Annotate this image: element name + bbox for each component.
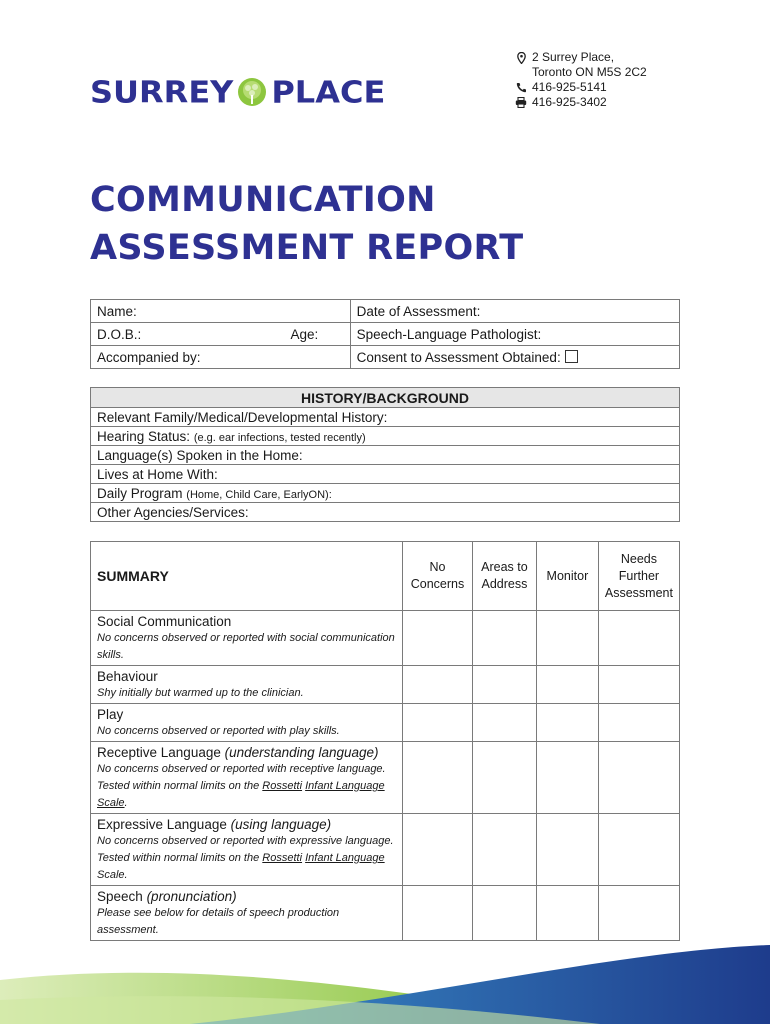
consent-checkbox[interactable] <box>565 350 578 363</box>
rating-cell[interactable] <box>402 611 472 666</box>
decorative-wave-footer <box>0 940 770 1024</box>
family-history-field[interactable] <box>91 408 680 427</box>
col-areas-to-address: Areas to Address <box>472 542 536 611</box>
fax-number: 416-925-3402 <box>532 95 607 109</box>
date-of-assessment-label: Date of Assessment: <box>356 303 481 319</box>
logo-text-surrey: SURREY <box>90 73 234 111</box>
rating-cell[interactable] <box>402 704 472 742</box>
surrey-place-logo <box>90 74 385 110</box>
area-name: Behaviour <box>97 669 158 684</box>
tree-logo-icon <box>237 77 267 107</box>
address-line-1: 2 Surrey Place, <box>532 50 615 64</box>
lives-with-field[interactable] <box>91 465 680 484</box>
rating-cell[interactable] <box>536 886 598 941</box>
summary-row-speech <box>91 886 680 941</box>
daily-program-field[interactable] <box>91 484 680 503</box>
report-title <box>90 176 523 272</box>
rating-cell[interactable] <box>536 814 598 886</box>
rating-cell[interactable] <box>472 666 536 704</box>
rating-cell[interactable] <box>472 814 536 886</box>
dob-label: D.O.B.: <box>97 326 142 342</box>
dob-age-field[interactable] <box>91 323 351 346</box>
rating-cell[interactable] <box>598 814 679 886</box>
rating-cell[interactable] <box>536 704 598 742</box>
area-note: No concerns observed or reported with social communication skills. <box>97 632 395 661</box>
area-note: No concerns observed or reported with expressive language. Tested within normal limits on the Rossetti Infant Language Scale. <box>97 835 394 881</box>
age-label: Age: <box>290 326 319 342</box>
col-monitor: Monitor <box>536 542 598 611</box>
name-field[interactable] <box>91 300 351 323</box>
date-of-assessment-field[interactable] <box>350 300 679 323</box>
contact-block <box>510 50 647 110</box>
location-pin-icon <box>510 52 532 64</box>
lives-with-label: Lives at Home With: <box>97 466 218 482</box>
languages-field[interactable] <box>91 446 680 465</box>
rating-cell[interactable] <box>536 666 598 704</box>
area-name: Play <box>97 707 124 722</box>
area-note: No concerns observed or reported with receptive language. Tested within normal limits on the Rossetti Infant Language Scale. <box>97 763 386 809</box>
area-name: Receptive Language (understanding language) <box>97 745 379 760</box>
languages-label: Language(s) Spoken in the Home: <box>97 447 303 463</box>
rating-cell[interactable] <box>536 742 598 814</box>
area-name: Expressive Language (using language) <box>97 817 332 832</box>
address-line-2: Toronto ON M5S 2C2 <box>532 65 647 79</box>
report-title-line-2: ASSESSMENT REPORT <box>90 228 524 268</box>
hearing-status-label: Hearing Status: <box>97 428 191 444</box>
consent-label: Consent to Assessment Obtained: <box>356 349 561 365</box>
slp-field[interactable] <box>350 323 679 346</box>
summary-row-receptive <box>91 742 680 814</box>
accompanied-field[interactable] <box>91 346 351 369</box>
hearing-status-note: (e.g. ear infections, tested recently) <box>193 431 366 444</box>
col-no-concerns: No Concerns <box>402 542 472 611</box>
rating-cell[interactable] <box>402 886 472 941</box>
name-label: Name: <box>97 303 137 319</box>
rating-cell[interactable] <box>402 742 472 814</box>
rating-cell[interactable] <box>598 886 679 941</box>
logo-text-place: PLACE <box>271 73 386 111</box>
family-history-label: Relevant Family/Medical/Developmental History: <box>97 409 388 425</box>
summary-table <box>90 541 680 941</box>
history-heading: HISTORY/BACKGROUND <box>91 388 680 408</box>
other-agencies-field[interactable] <box>91 503 680 522</box>
col-needs-further-assessment: Needs Further Assessment <box>598 542 679 611</box>
phone-icon <box>510 82 532 93</box>
phone-number: 416-925-5141 <box>532 80 607 94</box>
area-name: Social Communication <box>97 614 232 629</box>
slp-label: Speech-Language Pathologist: <box>356 326 542 342</box>
other-agencies-label: Other Agencies/Services: <box>97 504 249 520</box>
summary-heading: SUMMARY <box>91 542 403 611</box>
summary-row-social <box>91 611 680 666</box>
hearing-status-field[interactable] <box>91 427 680 446</box>
rating-cell[interactable] <box>536 611 598 666</box>
rating-cell[interactable] <box>472 742 536 814</box>
area-note: Shy initially but warmed up to the clinician. <box>97 687 304 699</box>
history-table <box>90 387 680 522</box>
rating-cell[interactable] <box>402 814 472 886</box>
summary-row-play <box>91 704 680 742</box>
summary-row-behaviour <box>91 666 680 704</box>
area-note: No concerns observed or reported with play skills. <box>97 725 340 737</box>
fax-icon <box>510 97 532 108</box>
rating-cell[interactable] <box>598 704 679 742</box>
rating-cell[interactable] <box>402 666 472 704</box>
client-info-table <box>90 299 680 369</box>
rating-cell[interactable] <box>598 742 679 814</box>
report-title-line-1: COMMUNICATION <box>90 180 436 220</box>
accompanied-label: Accompanied by: <box>97 349 201 365</box>
rating-cell[interactable] <box>472 611 536 666</box>
consent-field <box>350 346 679 369</box>
rating-cell[interactable] <box>598 666 679 704</box>
rating-cell[interactable] <box>472 886 536 941</box>
rating-cell[interactable] <box>472 704 536 742</box>
daily-program-label: Daily Program <box>97 485 183 501</box>
area-note: Please see below for details of speech production assessment. <box>97 907 340 936</box>
daily-program-note: (Home, Child Care, EarlyON): <box>186 488 332 501</box>
area-name: Speech (pronunciation) <box>97 889 237 904</box>
rating-cell[interactable] <box>598 611 679 666</box>
summary-row-expressive <box>91 814 680 886</box>
